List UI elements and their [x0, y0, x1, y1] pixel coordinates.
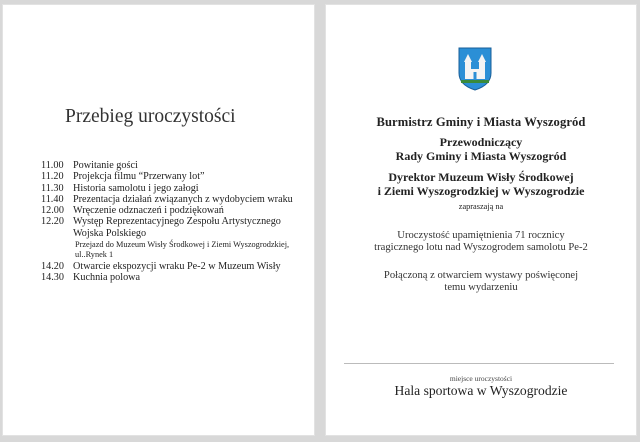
invitation-page [325, 4, 637, 436]
program-item [41, 171, 311, 182]
program-item-time: 14.20 [41, 260, 64, 272]
chair-title: Przewodniczący [439, 135, 523, 149]
program-item [41, 216, 311, 239]
chair-council: Rady Gminy i Miasta Wyszogród [395, 149, 567, 163]
event-line-2: tragicznego lotu nad Wyszogrodem samolotu Pe-2 [374, 242, 588, 254]
venue-label: miejsce uroczystości [449, 374, 513, 383]
program-item-text: Występ Reprezentacyjnego Zespołu Artystycznego Wojska Polskiego [73, 216, 281, 239]
program-item [41, 194, 311, 205]
program-item-time: 11.40 [41, 193, 64, 205]
program-title: Przebieg uroczystości [65, 106, 236, 127]
program-item-text: Historia samolotu i jego załogi [73, 182, 199, 194]
museum-director [326, 170, 636, 198]
venue-name: Hala sportowa w Wyszogrodzie [394, 383, 568, 398]
mayor-line: Burmistrz Gminy i Miasta Wyszogród [376, 115, 586, 129]
program-item-time: 14.30 [41, 271, 64, 283]
program-item [41, 160, 311, 171]
program-page [2, 4, 315, 436]
exhibit-line-1: Połączoną z otwarciem wystawy poświęconej [383, 270, 579, 281]
program-item-text: Prezentacja działań związanych z wydobyciem wraku [73, 193, 293, 205]
coat-of-arms-icon [458, 47, 492, 91]
exhibit-line-2: temu wydarzeniu [444, 282, 518, 294]
program-item-text: Wręczenie odznaczeń i podziękowań [73, 205, 224, 217]
program-item-text: Projekcja filmu “Przerwany lot” [73, 171, 205, 183]
council-chair [326, 135, 636, 163]
divider [344, 363, 614, 364]
program-item [41, 240, 311, 260]
invite-text: zapraszają na [458, 202, 504, 211]
program-item-time: 11.00 [41, 160, 64, 171]
program-item-time: 12.20 [41, 216, 64, 228]
program-item [41, 183, 311, 194]
program-item-text: Przejazd do Muzeum Wisły Środkowej i Ziemi Wyszogrodzkiej, ul..Rynek 1 [75, 240, 290, 259]
program-item-time: 11.30 [41, 182, 64, 194]
event-line-1: Uroczystość upamiętnienia 71 rocznicy [397, 230, 565, 241]
director-title: Dyrektor Muzeum Wisły Środkowej [388, 170, 574, 184]
program-item-time: 12.00 [41, 205, 64, 217]
exhibition-description [326, 270, 636, 295]
program-item-text: Otwarcie ekspozycji wraku Pe-2 w Muzeum Wisły [73, 260, 281, 272]
program-item [41, 261, 311, 272]
program-item [41, 272, 311, 283]
program-item-time: 11.20 [41, 171, 64, 183]
program-item-text: Kuchnia polowa [73, 271, 141, 283]
program-list [41, 160, 311, 283]
director-region: i Ziemi Wyszogrodzkiej w Wyszogrodzie [377, 184, 585, 198]
event-description [326, 230, 636, 255]
program-item-text: Powitanie gości [73, 160, 138, 171]
program-item [41, 205, 311, 216]
